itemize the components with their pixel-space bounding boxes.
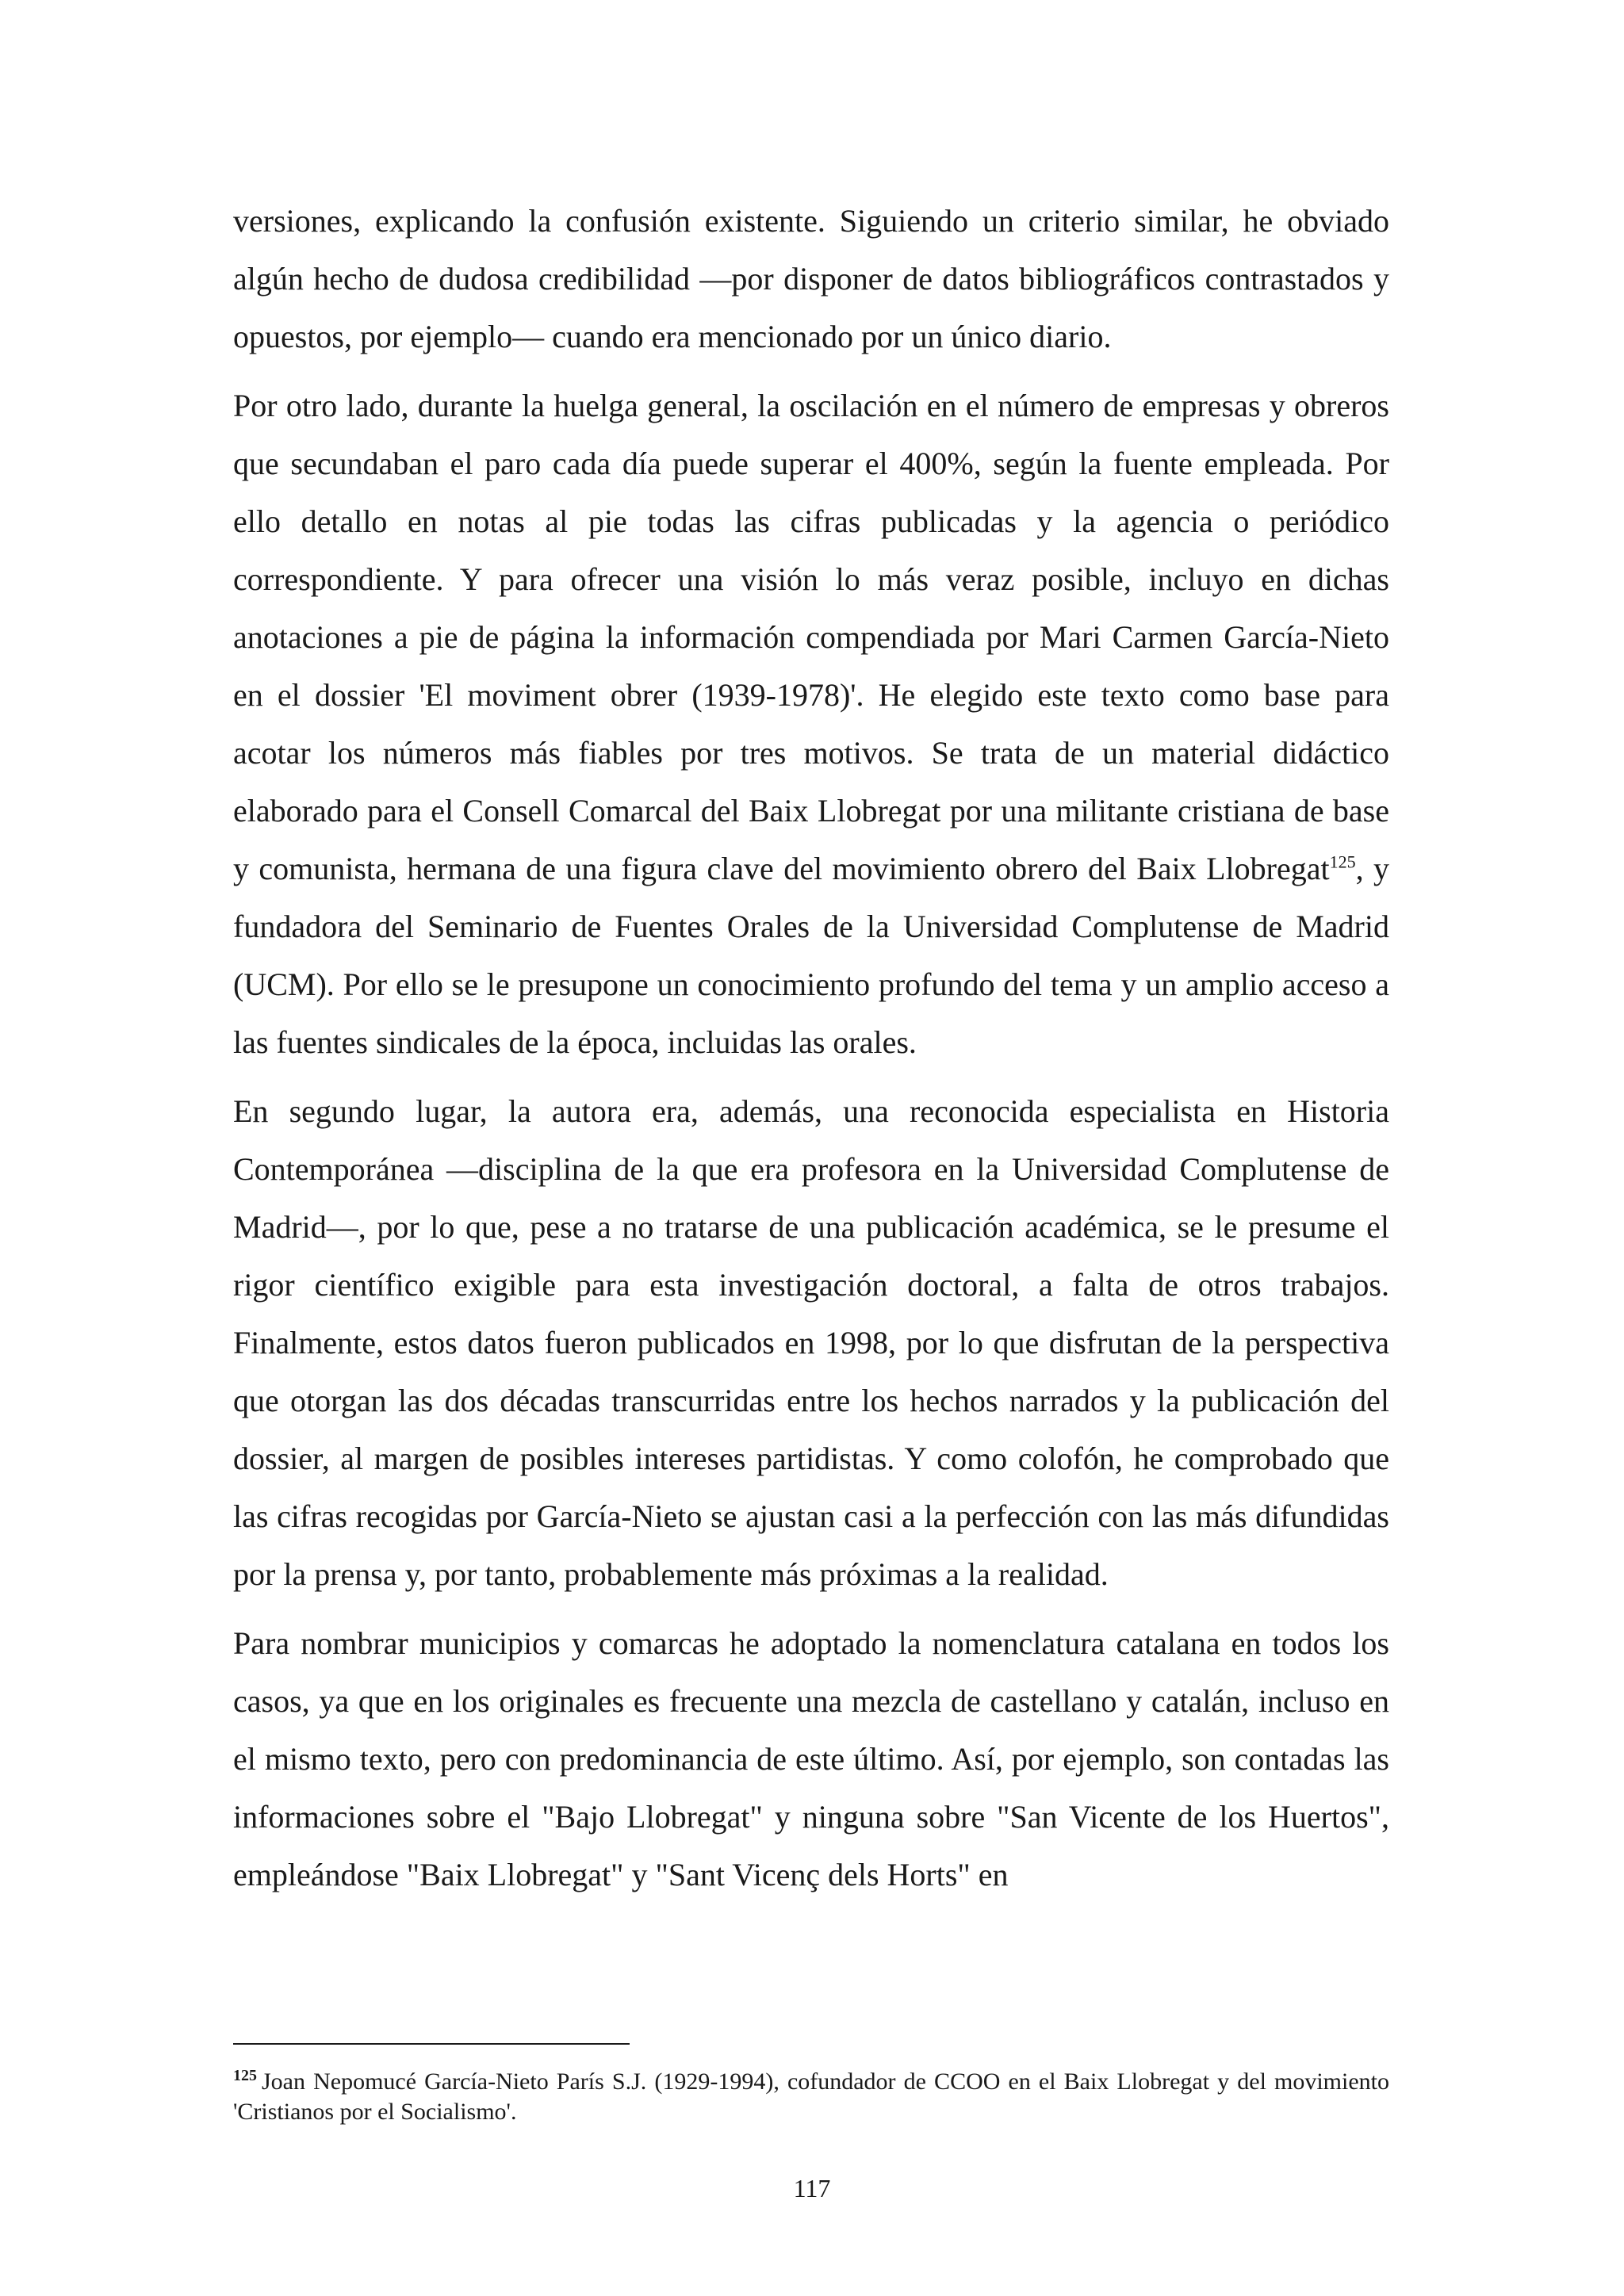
footnote-mark: 125 bbox=[233, 2067, 257, 2084]
paragraph-4: Para nombrar municipios y comarcas he adoptado la nomenclatura catalana en todos los casos, ya que en los originales es frecuente una mezcla de castellano y catalán, incluso en el mismo texto, pero con predominancia de este último. Así, por ejemplo, son contadas las informaciones sobre el "Bajo Llobregat" y ninguna sobre "San Vicente de los Huertos", empleándose "Baix Llobregat" y "Sant Vicenç dels Horts" en bbox=[233, 1625, 1389, 1892]
paragraph-3: En segundo lugar, la autora era, además, una reconocida especialista en Historia Contemporánea —disciplina de la que era profesora en la Universidad Complutense de Madrid—, por lo que, pese a no tratarse de una publicación académica, se le presume el rigor científico exigible para esta investigación doctoral, a falta de otros trabajos. Finalmente, estos datos fueron publicados en 1998, por lo que disfrutan de la perspectiva que otorgan las dos décadas transcurridas entre los hechos narrados y la publicación del dossier, al margen de posibles intereses partidistas. Y como colofón, he comprobado que las cifras recogidas por García-Nieto se ajustan casi a la perfección con las más difundidas por la prensa y, por tanto, probablemente más próximas a la realidad. bbox=[233, 1093, 1389, 1592]
page-number: 117 bbox=[793, 2174, 831, 2202]
paragraph-2 bbox=[233, 377, 1389, 1071]
footnote bbox=[233, 2067, 1389, 2127]
footnote-reference[interactable]: 125 bbox=[1329, 851, 1356, 872]
body-text bbox=[233, 192, 1389, 1915]
paragraph-2-text-b: , y fundadora del Seminario de Fuentes Orales de la Universidad Complutense de Madrid (UCM). Por ello se le presupone un conocimiento profundo del tema y un amplio acceso a las fuentes sindicales de la época, incluidas las orales. bbox=[233, 851, 1390, 1060]
footnote-text: Joan Nepomucé García-Nieto París S.J. (1929-1994), cofundador de CCOO en el Baix Llobregat y del movimiento 'Cristianos por el Socialismo'. bbox=[233, 2068, 1389, 2125]
paragraph-1: versiones, explicando la confusión existente. Siguiendo un criterio similar, he obviado algún hecho de dudosa credibilidad —por disponer de datos bibliográficos contrastados y opuestos, por ejemplo— cuando era mencionado por un único diario. bbox=[233, 203, 1389, 354]
paragraph-2-text-a: Por otro lado, durante la huelga general, la oscilación en el número de empresas y obreros que secundaban el paro cada día puede superar el 400%, según la fuente empleada. Por ello detallo en notas al pie todas las cifras publicadas y la agencia o periódico correspondiente. Y para ofrecer una visión lo más veraz posible, incluyo en dichas anotaciones a pie de página la información compendiada por Mari Carmen García-Nieto en el dossier 'El moviment obrer (1939-1978)'. He elegido este texto como base para acotar los números más fiables por tres motivos. Se trata de un material didáctico elaborado para el Consell Comarcal del Baix Llobregat por una militante cristiana de base y comunista, hermana de una figura clave del movimiento obrero del Baix Llobregat bbox=[233, 388, 1389, 886]
footnote-divider bbox=[233, 2043, 630, 2045]
